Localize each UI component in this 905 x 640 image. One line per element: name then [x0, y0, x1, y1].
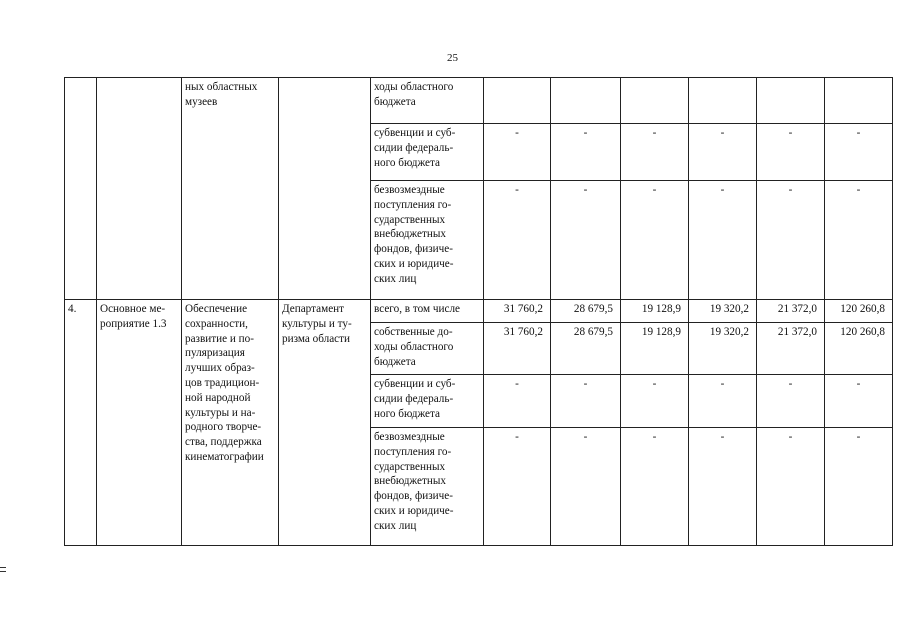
- table-row: [65, 300, 893, 323]
- dash-cell-text: -: [652, 378, 657, 390]
- dash-cell: [825, 375, 893, 428]
- value-cell: [689, 300, 757, 323]
- dash-cell-text: -: [856, 184, 861, 196]
- value-cell: [621, 300, 689, 323]
- dash-cell: [757, 428, 825, 546]
- dash-cell: [551, 181, 621, 300]
- dash-cell-text: -: [856, 127, 861, 139]
- source-label-text: всего, в том числе: [374, 303, 460, 315]
- value-cell: [551, 78, 621, 124]
- dash-cell-text: -: [720, 378, 725, 390]
- dash-cell: [689, 375, 757, 428]
- value-cell: [551, 300, 621, 323]
- value-cell: [484, 323, 551, 375]
- source-label: [371, 78, 484, 124]
- dash-cell-text: -: [856, 431, 861, 443]
- dash-cell-text: -: [583, 127, 588, 139]
- dash-cell: [757, 181, 825, 300]
- value-cell: [825, 300, 893, 323]
- value-cell-text: 19 320,2: [709, 303, 749, 315]
- source-label: [371, 375, 484, 428]
- value-cell-text: 19 128,9: [641, 303, 681, 315]
- source-label: [371, 124, 484, 181]
- source-label-text: ходы областного бюджета: [374, 81, 454, 108]
- dash-cell-text: -: [515, 127, 519, 139]
- dash-cell: [621, 181, 689, 300]
- dash-cell: [551, 428, 621, 546]
- row-number-cell: [65, 300, 97, 546]
- margin-mark: [0, 571, 6, 572]
- value-cell-text: 28 679,5: [573, 303, 613, 315]
- value-cell: [551, 323, 621, 375]
- dash-cell-text: -: [720, 127, 725, 139]
- dash-cell: [551, 375, 621, 428]
- value-cell-text: 21 372,0: [777, 303, 817, 315]
- dash-cell: [825, 124, 893, 181]
- value-cell-text: 31 760,2: [503, 326, 543, 338]
- executor-cell: [279, 78, 371, 300]
- value-cell: [757, 300, 825, 323]
- value-cell: [689, 78, 757, 124]
- row-number-cell: [65, 78, 97, 300]
- measure-name-cell-text: Обеспечение сохранности, развитие и по- пуляризация лучших образ- цов традицион- ной народной культуры и на- родного творче- ства, поддержка кинематографии: [185, 303, 264, 463]
- measure-cell: [97, 300, 182, 546]
- source-label: [371, 300, 484, 323]
- dash-cell-text: -: [583, 378, 588, 390]
- page-number: 25: [447, 52, 458, 64]
- dash-cell-text: -: [788, 431, 793, 443]
- value-cell-text: 19 320,2: [709, 326, 749, 338]
- source-label-text: безвозмездные поступления го- сударственных внебюджетных фондов, физиче- ских и юридиче- ских лиц: [374, 184, 454, 285]
- table-row: [65, 78, 893, 124]
- budget-table: [64, 77, 893, 546]
- value-cell-text: 120 260,8: [840, 303, 885, 315]
- measure-name-cell-text: ных областных музеев: [185, 81, 258, 108]
- executor-cell-text: Департамент культуры и ту- ризма области: [282, 303, 352, 345]
- dash-cell-text: -: [788, 378, 793, 390]
- executor-cell: [279, 300, 371, 546]
- dash-cell: [621, 428, 689, 546]
- dash-cell-text: -: [652, 431, 657, 443]
- dash-cell: [757, 375, 825, 428]
- dash-cell: [484, 124, 551, 181]
- measure-cell: [97, 78, 182, 300]
- source-label-text: субвенции и суб- сидии федераль- ного бюджета: [374, 378, 456, 420]
- dash-cell: [484, 375, 551, 428]
- source-label-text: субвенции и суб- сидии федераль- ного бюджета: [374, 127, 456, 169]
- dash-cell: [825, 428, 893, 546]
- value-cell: [484, 78, 551, 124]
- source-label: [371, 428, 484, 546]
- dash-cell-text: -: [856, 378, 861, 390]
- measure-name-cell: [182, 78, 279, 300]
- table-body: [65, 78, 893, 546]
- source-label: [371, 181, 484, 300]
- dash-cell-text: -: [720, 184, 725, 196]
- dash-cell-text: -: [583, 184, 588, 196]
- dash-cell-text: -: [515, 431, 519, 443]
- dash-cell: [551, 124, 621, 181]
- dash-cell: [484, 181, 551, 300]
- value-cell: [621, 78, 689, 124]
- value-cell-text: 19 128,9: [641, 326, 681, 338]
- dash-cell: [621, 124, 689, 181]
- measure-cell-text: Основное ме- роприятие 1.3: [100, 303, 167, 330]
- dash-cell-text: -: [515, 378, 519, 390]
- value-cell: [825, 78, 893, 124]
- dash-cell-text: -: [720, 431, 725, 443]
- source-label-text: собственные до- ходы областного бюджета: [374, 326, 454, 368]
- margin-mark: [0, 567, 6, 568]
- dash-cell: [621, 375, 689, 428]
- value-cell: [484, 300, 551, 323]
- dash-cell: [689, 124, 757, 181]
- dash-cell-text: -: [788, 184, 793, 196]
- dash-cell-text: -: [788, 127, 793, 139]
- dash-cell: [689, 181, 757, 300]
- value-cell-text: 21 372,0: [777, 326, 817, 338]
- dash-cell: [825, 181, 893, 300]
- value-cell: [757, 78, 825, 124]
- dash-cell: [689, 428, 757, 546]
- dash-cell-text: -: [515, 184, 519, 196]
- value-cell: [621, 323, 689, 375]
- value-cell: [689, 323, 757, 375]
- dash-cell-text: -: [583, 431, 588, 443]
- dash-cell-text: -: [652, 127, 657, 139]
- value-cell-text: 28 679,5: [573, 326, 613, 338]
- measure-name-cell: [182, 300, 279, 546]
- value-cell-text: 120 260,8: [840, 326, 885, 338]
- source-label: [371, 323, 484, 375]
- source-label-text: безвозмездные поступления го- сударственных внебюджетных фондов, физиче- ских и юридиче- ских лиц: [374, 431, 454, 532]
- dash-cell: [757, 124, 825, 181]
- value-cell: [757, 323, 825, 375]
- row-number-cell-text: 4.: [68, 303, 77, 315]
- dash-cell: [484, 428, 551, 546]
- dash-cell-text: -: [652, 184, 657, 196]
- value-cell-text: 31 760,2: [503, 303, 543, 315]
- value-cell: [825, 323, 893, 375]
